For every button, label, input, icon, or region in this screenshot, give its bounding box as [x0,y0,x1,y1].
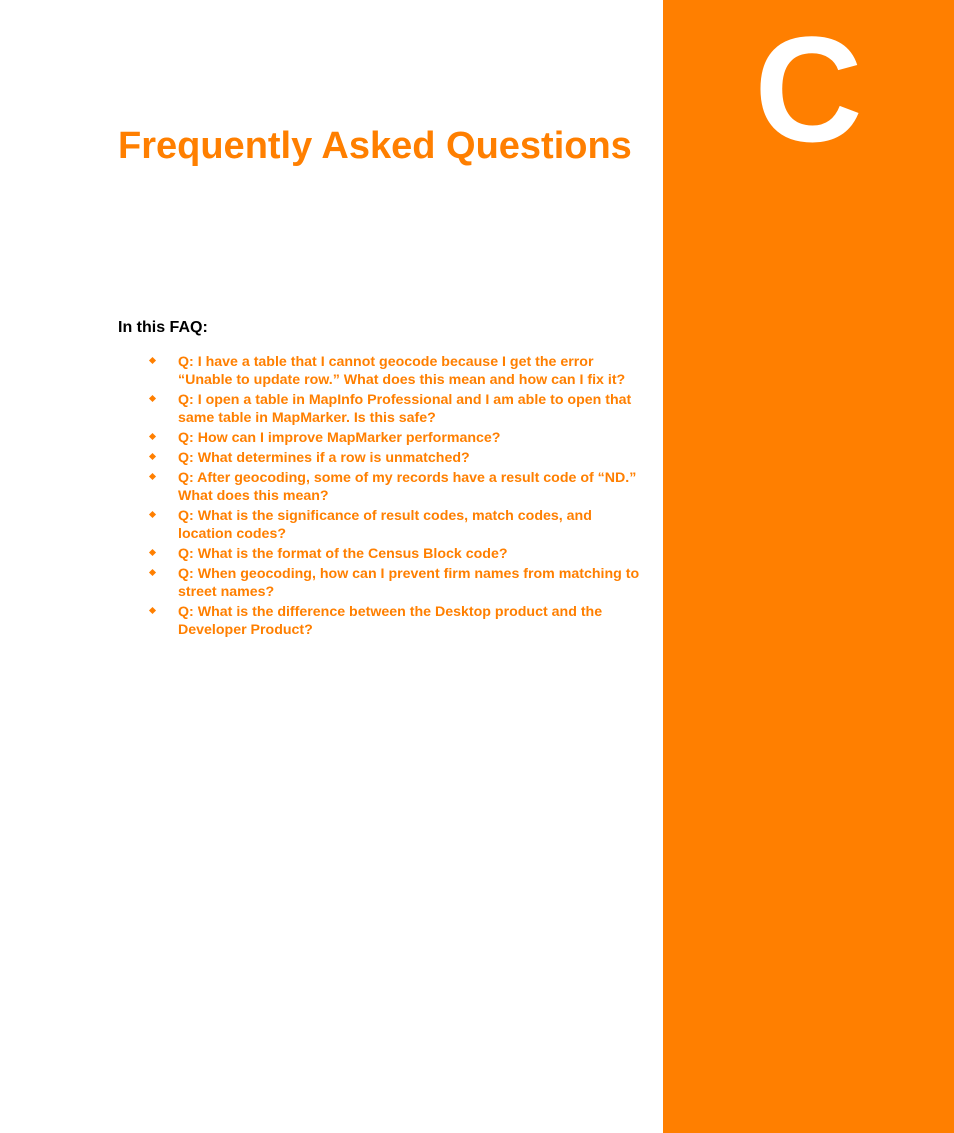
diamond-bullet-icon [149,607,156,614]
faq-list [148,353,643,641]
faq-link-result-code-nd[interactable]: Q: After geocoding, some of my records have a result code of “ND.” What does this mean? [178,470,637,504]
diamond-bullet-icon [149,433,156,440]
faq-item [148,469,643,505]
diamond-bullet-icon [149,453,156,460]
faq-link-census-block-format[interactable]: Q: What is the format of the Census Block code? [178,546,508,562]
faq-item [148,353,643,389]
page-title: Frequently Asked Questions [118,125,632,167]
chapter-side-band [663,0,954,1133]
faq-link-row-unmatched[interactable]: Q: What determines if a row is unmatched? [178,450,470,466]
chapter-letter: C [754,5,863,173]
faq-link-desktop-vs-developer[interactable]: Q: What is the difference between the Desktop product and the Developer Product? [178,604,603,638]
faq-item [148,603,643,639]
diamond-bullet-icon [149,357,156,364]
diamond-bullet-icon [149,549,156,556]
faq-link-code-significance[interactable]: Q: What is the significance of result codes, match codes, and location codes? [178,508,592,542]
faq-heading: In this FAQ: [118,319,208,336]
faq-link-open-table-safety[interactable]: Q: I open a table in MapInfo Professional and I am able to open that same table in MapMarker. Is this safe? [178,392,632,426]
diamond-bullet-icon [149,473,156,480]
faq-link-improve-performance[interactable]: Q: How can I improve MapMarker performance? [178,430,501,446]
faq-link-firm-names-matching[interactable]: Q: When geocoding, how can I prevent firm names from matching to street names? [178,566,640,600]
diamond-bullet-icon [149,511,156,518]
diamond-bullet-icon [149,395,156,402]
faq-link-unable-to-update-row[interactable]: Q: I have a table that I cannot geocode because I get the error “Unable to update row.” What does this mean and how can I fix it? [178,354,626,388]
faq-item [148,429,643,447]
faq-item [148,565,643,601]
faq-item [148,507,643,543]
faq-item [148,545,643,563]
faq-item [148,449,643,467]
faq-item [148,391,643,427]
diamond-bullet-icon [149,569,156,576]
